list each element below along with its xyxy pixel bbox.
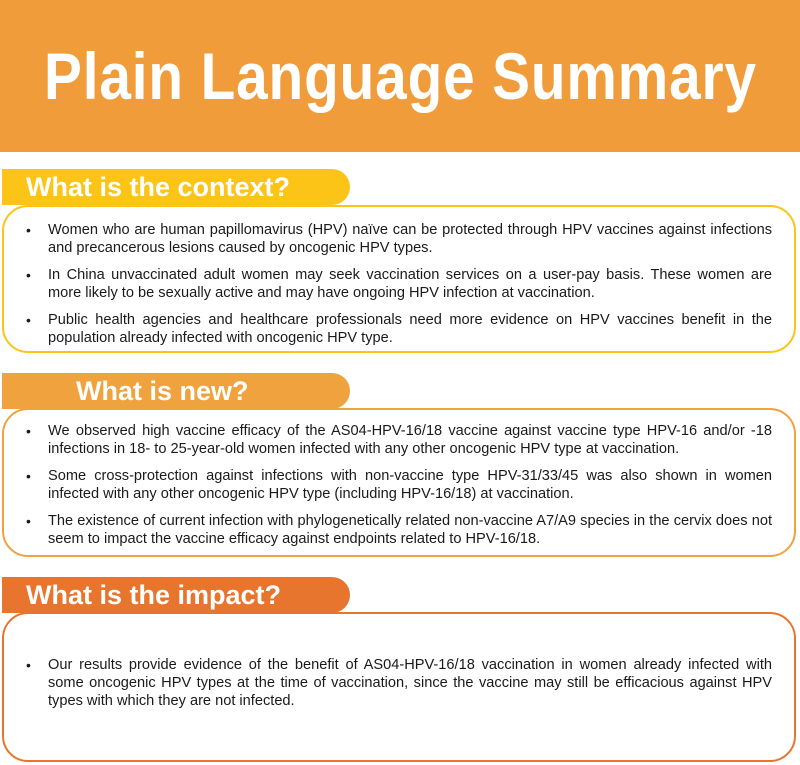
- bullet-icon: •: [26, 267, 31, 283]
- title-banner: [0, 0, 800, 152]
- section-heading-context: What is the context?: [2, 169, 350, 205]
- list-item: • Public health agencies and healthcare professionals need more evidence on HPV vaccines benefit in the population already infected with oncogenic HPV type.: [26, 312, 772, 346]
- section-context: [2, 205, 796, 353]
- bullet-icon: •: [26, 657, 31, 673]
- bullet-icon: •: [26, 312, 31, 328]
- list-item: • We observed high vaccine efficacy of the AS04-HPV-16/18 vaccine against vaccine type HPV-16 and/or -18 infections in 18- to 25-year-old women infected with any other oncogenic HPV type at vaccination.: [26, 423, 772, 457]
- page-title: Plain Language Summary: [43, 39, 757, 113]
- section-new: [2, 408, 796, 557]
- section-impact: [2, 612, 796, 762]
- bullet-icon: •: [26, 222, 31, 238]
- impact-bullet-list: [4, 614, 794, 710]
- section-heading-new: What is new?: [2, 373, 350, 409]
- list-item: • Our results provide evidence of the benefit of AS04-HPV-16/18 vaccination in women already infected with some oncogenic HPV types at the time of vaccination, since the vaccine may still be efficacious against HPV types with which they are not infected.: [26, 657, 772, 709]
- list-item: • Some cross-protection against infections with non-vaccine type HPV-31/33/45 was also shown in women infected with any other oncogenic HPV type (including HPV-16/18) at vaccination.: [26, 468, 772, 502]
- bullet-icon: •: [26, 468, 31, 484]
- section-heading-impact: What is the impact?: [2, 577, 350, 613]
- list-item: • In China unvaccinated adult women may seek vaccination services on a user-pay basis. These women are more likely to be sexually active and may have ongoing HPV infection at vaccination.: [26, 267, 772, 301]
- context-bullet-list: [4, 207, 794, 347]
- list-item: • Women who are human papillomavirus (HPV) naïve can be protected through HPV vaccines against infections and precancerous lesions caused by oncogenic HPV types.: [26, 222, 772, 256]
- bullet-icon: •: [26, 513, 31, 529]
- bullet-icon: •: [26, 423, 31, 439]
- new-bullet-list: [4, 410, 794, 548]
- list-item: • The existence of current infection with phylogenetically related non-vaccine A7/A9 species in the cervix does not seem to impact the vaccine efficacy against endpoints related to HPV-16/18.: [26, 513, 772, 547]
